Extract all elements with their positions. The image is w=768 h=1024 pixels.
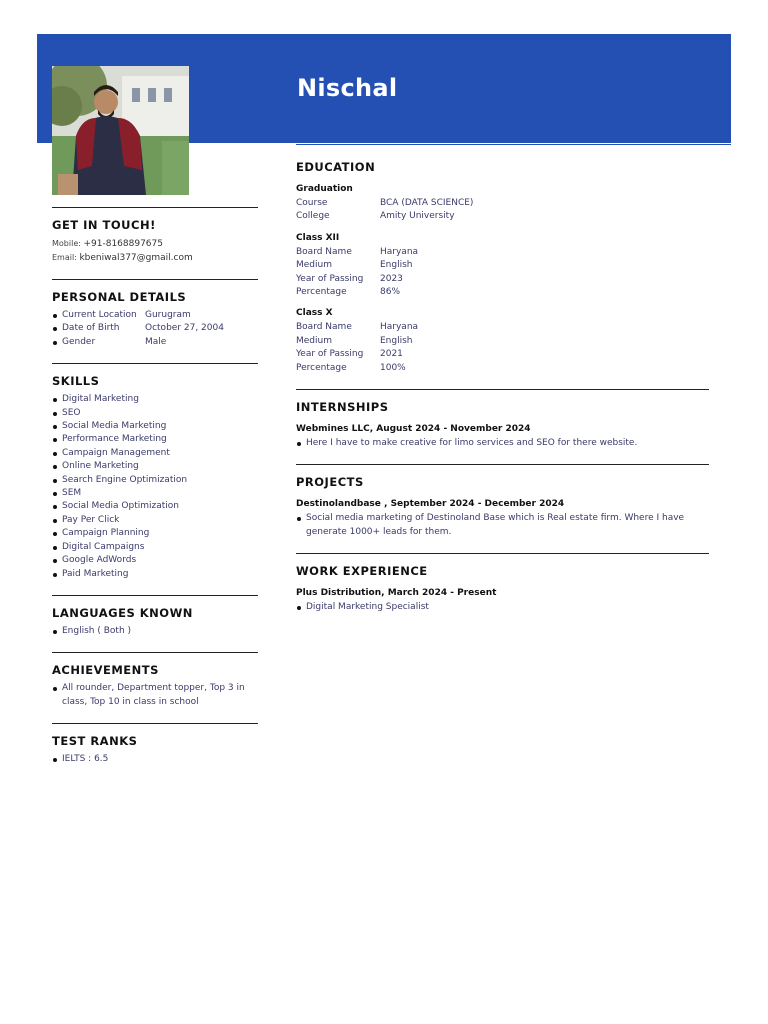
languages-section [52,596,258,652]
personal-value: Male [145,336,167,347]
language-item: English ( Both ) [52,625,258,638]
section-divider [296,553,709,554]
header-rule [296,144,731,145]
education-label: Medium [296,260,332,271]
education-label: Year of Passing [296,349,364,360]
internship-item: Here I have to make creative for limo services and SEO for there website. [296,437,709,450]
education-value: Haryana [380,322,419,333]
work-list [296,601,709,614]
skills-title: SKILLS [52,374,100,389]
education-group-title: Class X [296,308,333,319]
section-divider [296,389,709,390]
test-ranks-title: TEST RANKS [52,734,138,749]
education-class-x [296,308,709,375]
education-label: Percentage [296,362,347,373]
project-item: Social media marketing of Destinoland Base which is Real estate firm. Where I have generate 1000+ leads for them. [296,512,709,539]
education-value: English [380,260,413,271]
achievements-list [52,682,258,709]
skill-item: Google AdWords [52,554,258,567]
education-row [296,362,709,375]
personal-list [52,309,258,349]
education-row [296,335,709,348]
mobile-label: Mobile: [52,239,81,248]
languages-list [52,625,258,638]
skill-item: Digital Campaigns [52,541,258,554]
personal-label: Date of Birth [62,323,120,334]
education-value: 86% [380,287,401,298]
skills-list [52,393,258,581]
mobile-value[interactable]: +91-8168897675 [83,239,163,249]
internship-heading: Webmines LLC, August 2024 - November 2024 [296,424,531,435]
education-row [296,273,709,286]
skill-item: Campaign Planning [52,527,258,540]
personal-label: Current Location [62,310,137,320]
education-label: Year of Passing [296,273,364,284]
projects-section [296,475,709,539]
education-graduation [296,184,709,224]
candidate-name: Nischal [297,74,398,102]
skill-item: Social Media Marketing [52,420,258,433]
skill-item: Online Marketing [52,460,258,473]
test-rank-item: IELTS : 6.5 [52,753,258,766]
internships-section [296,400,709,450]
internship-list [296,437,709,450]
skill-item: SEM [52,487,258,500]
work-item: Digital Marketing Specialist [296,601,709,614]
personal-section [52,280,258,363]
skill-item: Paid Marketing [52,568,258,581]
work-title: WORK EXPERIENCE [296,564,428,579]
education-value: Amity University [380,211,455,222]
education-class-xii [296,233,709,300]
education-label: College [296,211,330,222]
personal-value: Gurugram [145,310,191,320]
achievement-item: All rounder, Department topper, Top 3 in class, Top 10 in class in school [52,682,258,709]
education-row [296,197,709,210]
section-divider [296,464,709,465]
contact-mobile [52,237,258,251]
education-value: Haryana [380,246,419,257]
personal-label: Gender [62,336,96,347]
education-label: Percentage [296,287,347,298]
achievements-section [52,653,258,723]
education-value: 100% [380,362,406,373]
contact-email [52,251,258,265]
skill-item: SEO [52,407,258,420]
education-value: English [380,335,413,346]
test-ranks-list [52,753,258,766]
internships-title: INTERNSHIPS [296,400,389,415]
test-ranks-section [52,724,258,780]
list-item [52,322,258,335]
education-row [296,259,709,272]
skills-section [52,364,258,595]
achievements-title: ACHIEVEMENTS [52,663,159,678]
education-label: Medium [296,335,332,346]
languages-title: LANGUAGES KNOWN [52,605,193,620]
list-item [52,336,258,349]
contact-title: GET IN TOUCH! [52,218,156,232]
project-heading: Destinolandbase , September 2024 - December 2024 [296,499,565,510]
education-group-title: Graduation [296,184,353,194]
education-value: 2023 [380,273,403,284]
email-label: Email: [52,253,77,262]
list-item [52,309,258,322]
education-section [296,160,709,375]
left-column [52,207,258,781]
work-section [296,564,709,614]
education-label: Board Name [296,246,352,257]
skill-item: Social Media Optimization [52,500,258,513]
education-value: BCA (DATA SCIENCE) [380,198,474,208]
education-group-title: Class XII [296,232,340,243]
skill-item: Performance Marketing [52,433,258,446]
skill-item: Campaign Management [52,447,258,460]
email-value[interactable]: kbeniwal377@gmail.com [79,253,193,263]
skill-item: Digital Marketing [52,393,258,406]
work-heading: Plus Distribution, March 2024 - Present [296,588,497,599]
project-list [296,512,709,539]
personal-title: PERSONAL DETAILS [52,290,187,304]
education-row [296,321,709,334]
skill-item: Pay Per Click [52,514,258,527]
education-label: Course [296,198,328,208]
right-column [296,160,709,615]
profile-photo-image [52,66,189,195]
contact-section [52,208,258,279]
profile-photo [52,66,189,195]
education-row [296,210,709,223]
education-value: 2021 [380,349,403,360]
projects-title: PROJECTS [296,475,364,490]
education-row [296,286,709,299]
personal-value: October 27, 2004 [145,323,224,334]
education-title: EDUCATION [296,160,376,174]
education-label: Board Name [296,322,352,333]
skill-item: Search Engine Optimization [52,474,258,487]
education-row [296,348,709,361]
education-row [296,246,709,259]
